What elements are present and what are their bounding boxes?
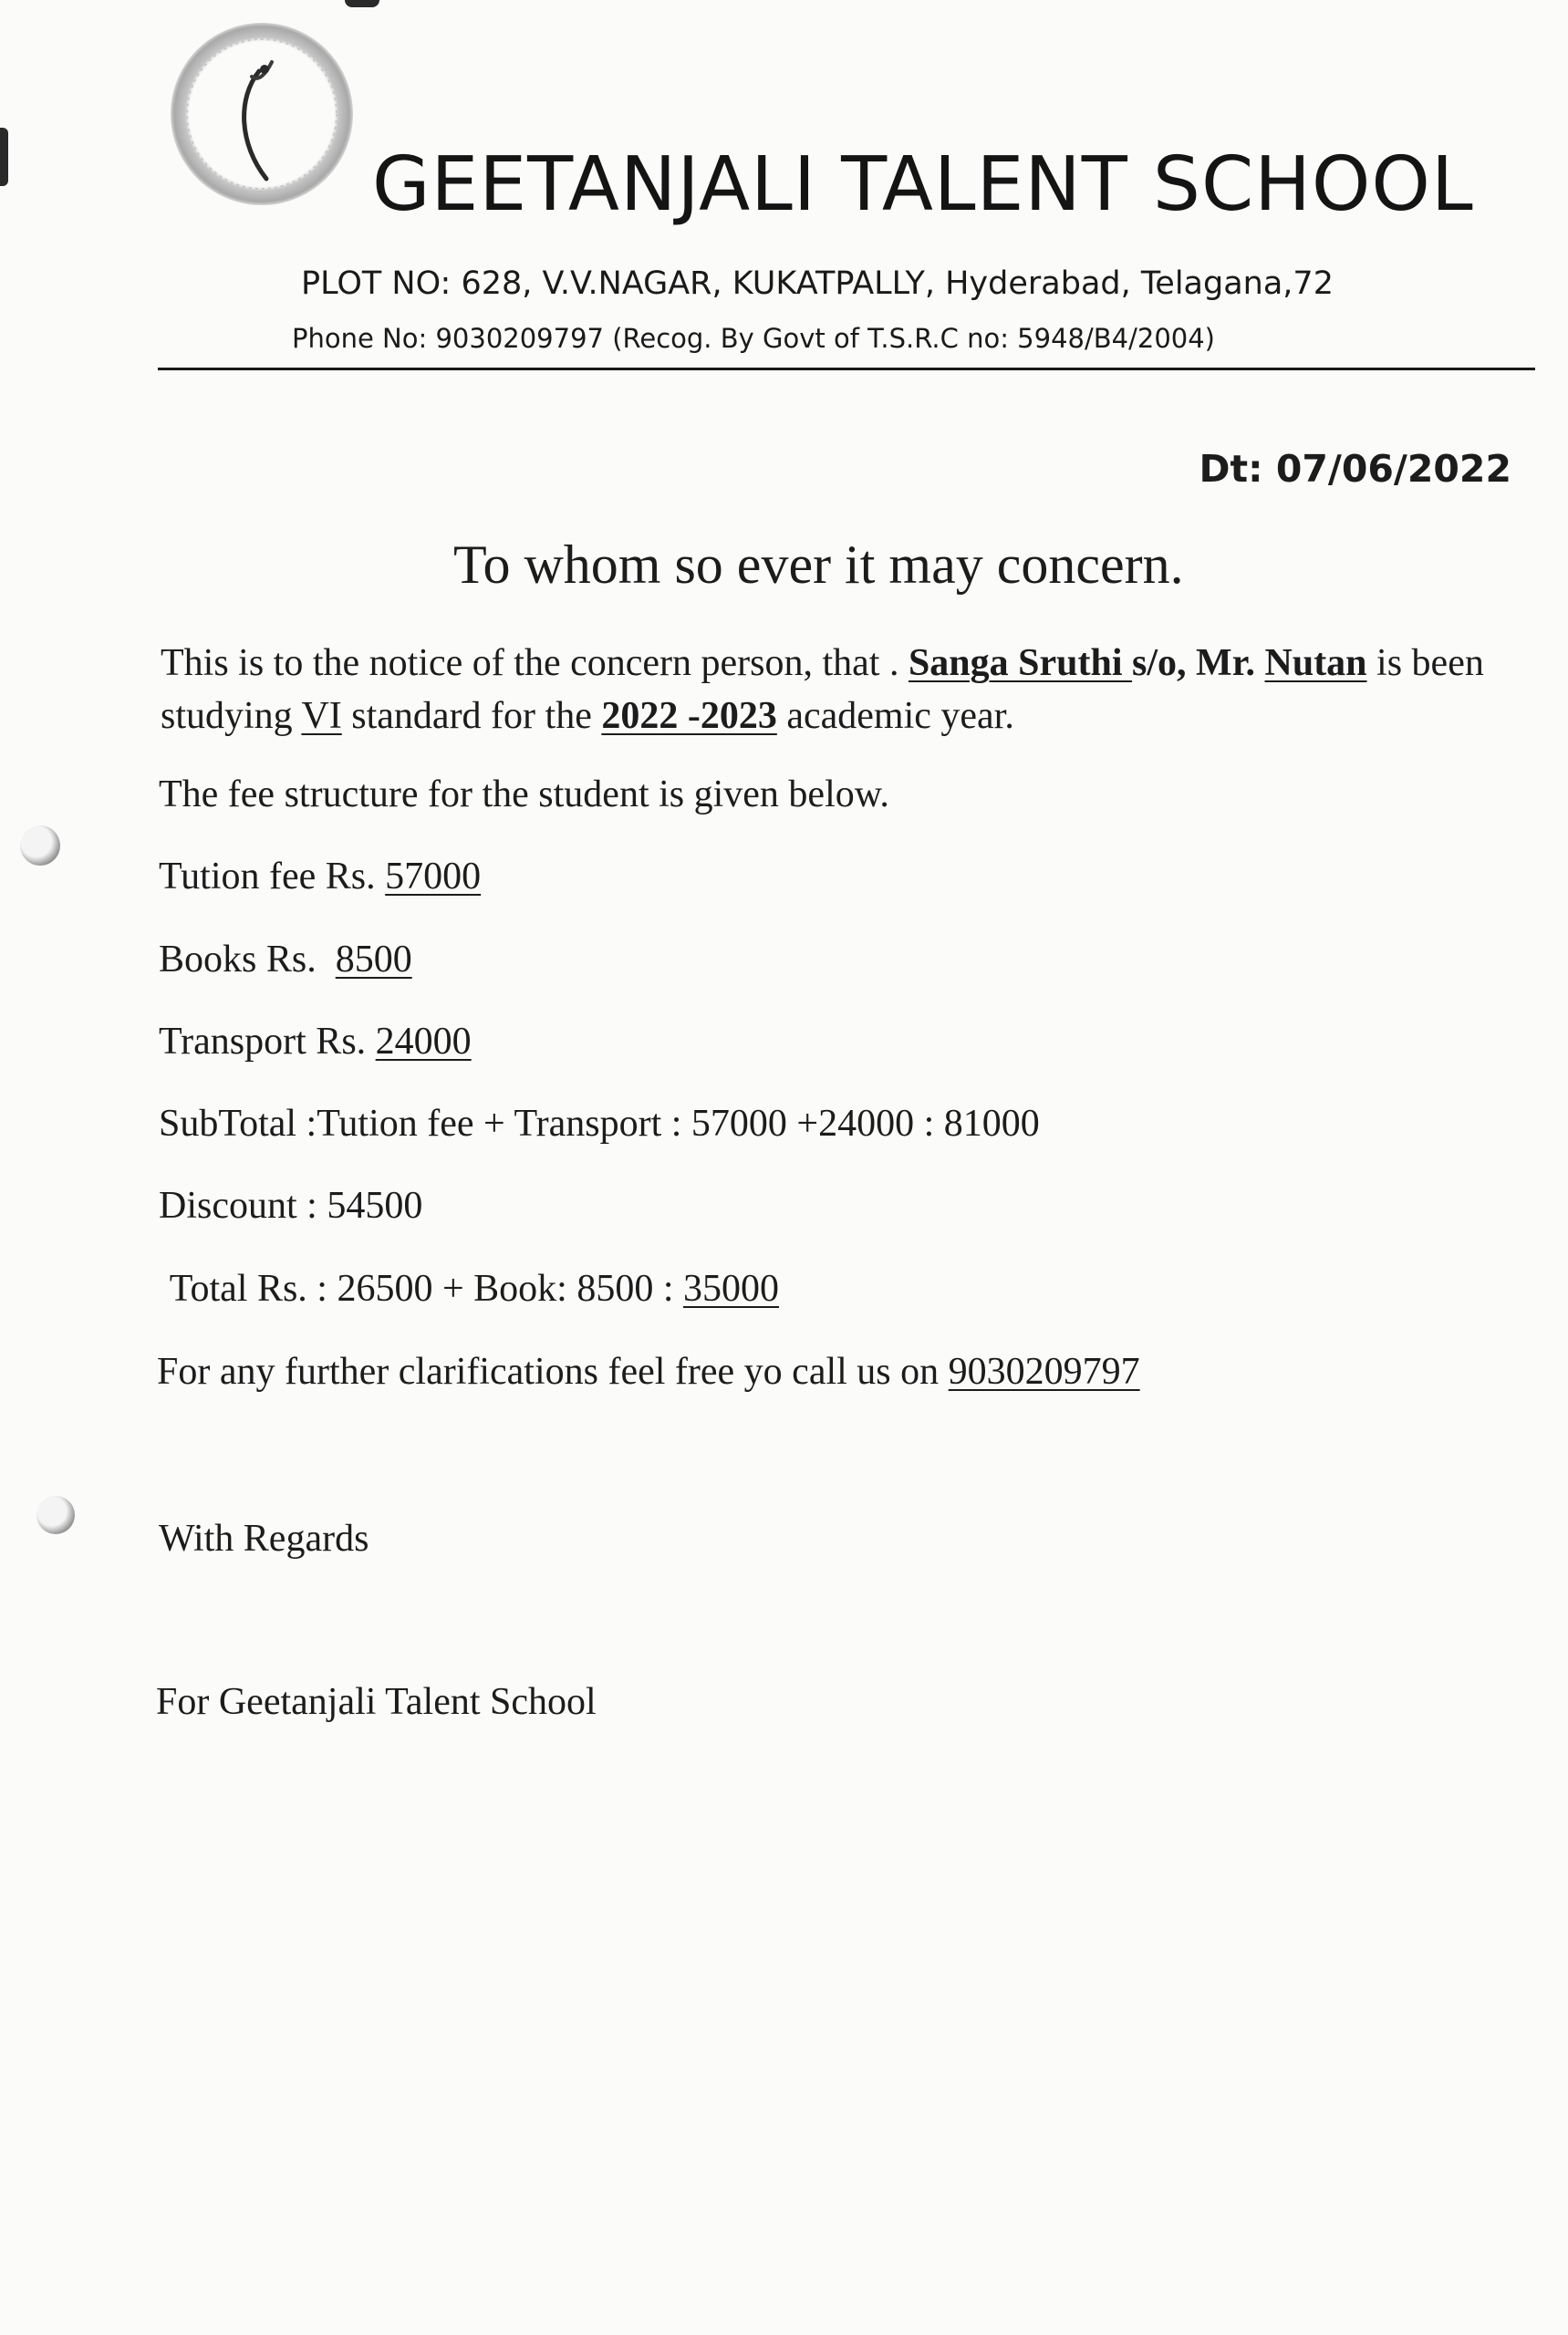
contact-line: [157, 1350, 1140, 1394]
tuition-fee-line: [159, 855, 481, 898]
punch-hole-bottom: [36, 1496, 75, 1534]
school-address: PLOT NO: 628, V.V.NAGAR, KUKATPALLY, Hyderabad, Telagana,72: [301, 265, 1334, 302]
intro-mid1: is been studying: [161, 642, 1484, 737]
contact-phone: 9030209797: [948, 1351, 1140, 1393]
subtotal-line: SubTotal :Tution fee + Transport : 57000 +24000 : 81000: [159, 1103, 1040, 1145]
parent-name: Nutan: [1264, 642, 1367, 684]
intro-suffix: academic year.: [776, 695, 1014, 737]
books-fee-value: 8500: [335, 939, 412, 981]
edge-mark-top: [345, 0, 379, 7]
intro-prefix: This is to the notice of the concern person, that .: [161, 642, 909, 684]
edge-mark-left: [0, 128, 8, 186]
standard-value: VI: [301, 695, 342, 737]
total-value: 35000: [683, 1268, 780, 1310]
transport-fee-value: 24000: [375, 1021, 472, 1063]
fee-intro: The fee structure for the student is given below.: [159, 773, 889, 815]
student-name: Sanga Sruthi: [908, 642, 1133, 684]
tuition-fee-value: 57000: [385, 856, 482, 898]
transport-fee-line: [159, 1020, 472, 1064]
intro-paragraph: [161, 637, 1511, 742]
books-fee-line: [159, 938, 412, 981]
total-label: Total Rs. : 26500 + Book: 8500 :: [161, 1268, 684, 1310]
total-line: [161, 1267, 779, 1311]
transport-fee-label: Transport Rs.: [159, 1021, 376, 1063]
header-divider: [158, 368, 1535, 370]
letter-date: Dt: 07/06/2022: [1199, 447, 1511, 491]
punch-hole-top: [20, 825, 60, 866]
books-fee-label: Books Rs.: [159, 939, 336, 981]
phone-recognition-line: Phone No: 9030209797 (Recog. By Govt of T.S.R.C no: 5948/B4/2004): [292, 323, 1215, 354]
salutation: To whom so ever it may concern.: [453, 534, 1184, 595]
school-logo-icon: [164, 16, 360, 213]
relation-text: s/o, Mr.: [1132, 642, 1265, 684]
school-name: GEETANJALI TALENT SCHOOL: [372, 141, 1474, 228]
academic-year: 2022 -2023: [601, 695, 777, 737]
contact-text: For any further clarifications feel free yo call us on: [157, 1351, 949, 1393]
tuition-fee-label: Tution fee Rs.: [159, 856, 386, 898]
intro-mid2: standard for the: [341, 695, 602, 737]
regards: With Regards: [159, 1518, 369, 1560]
signoff: For Geetanjali Talent School: [156, 1681, 597, 1723]
discount-line: Discount : 54500: [159, 1185, 423, 1227]
